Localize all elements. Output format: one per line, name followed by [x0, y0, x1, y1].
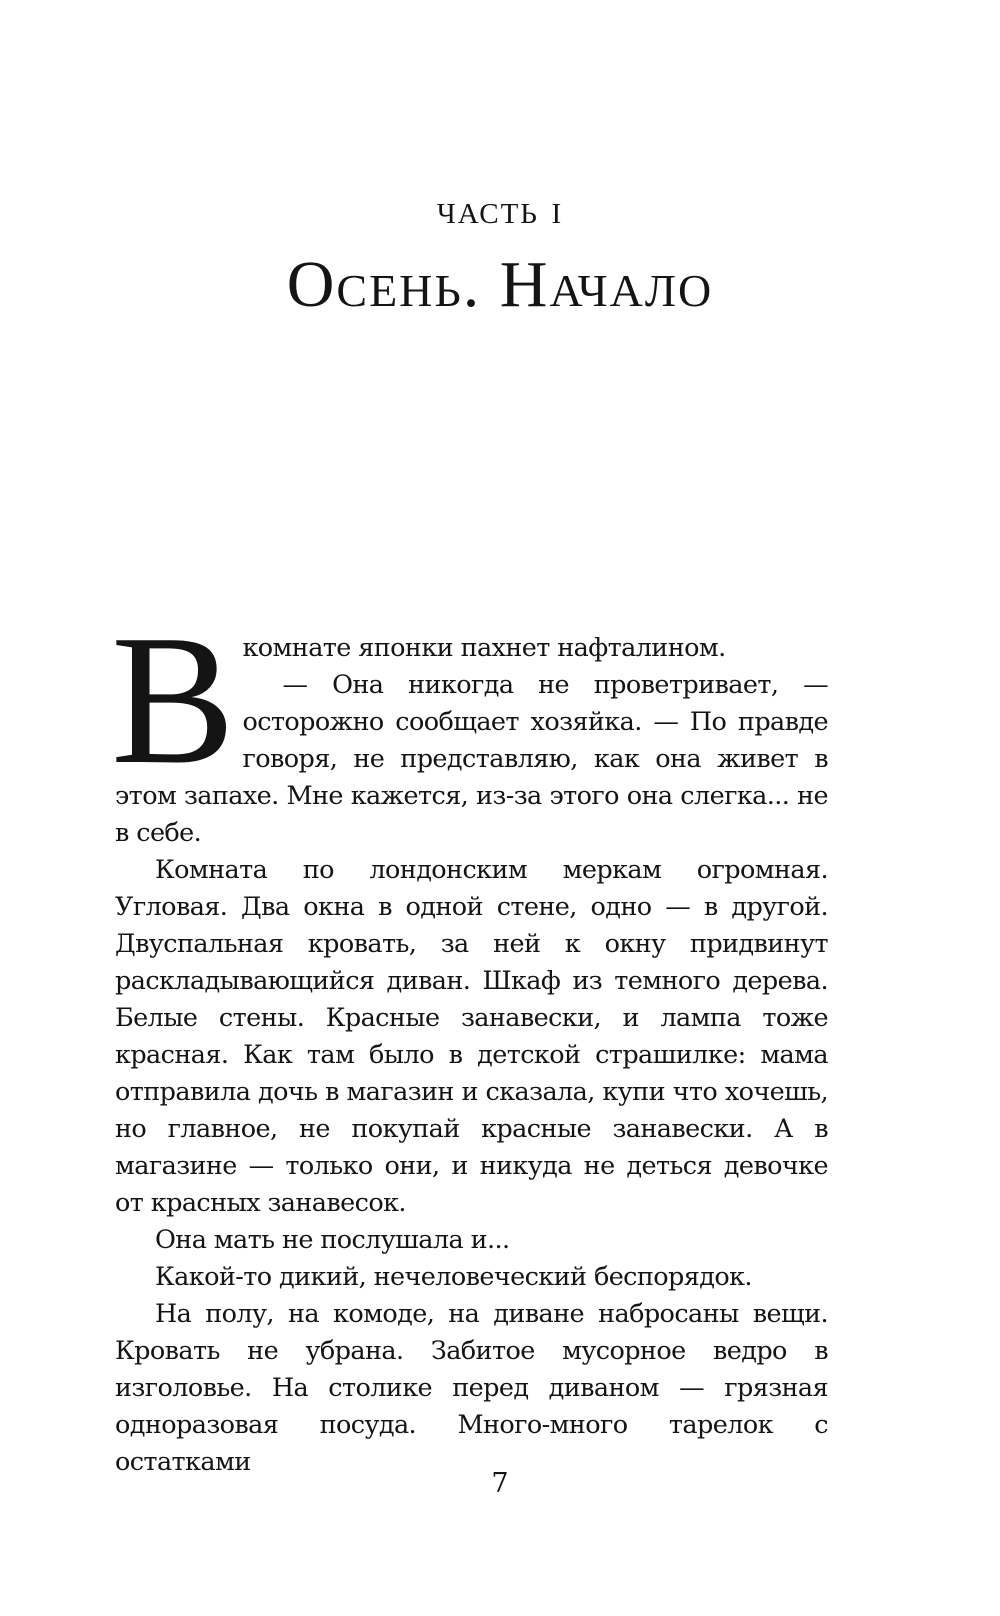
paragraph: Она мать не послушала и...: [155, 1225, 510, 1255]
part-label: часть i: [436, 187, 564, 233]
paragraph: Какой-то дикий, нечеловеческий беспорядок.: [155, 1262, 752, 1292]
paragraph: — Она никогда не проветривает, — осторожно сообщает хозяйка. — По правде говоря, не представляю, как она живет в этом запахе. Мне кажется, из-за этого она слегка... не в себе.: [115, 670, 828, 848]
drop-cap: В: [111, 597, 235, 803]
chapter-title: Осень. Начало: [286, 248, 714, 321]
paragraph-1-text: комнате японки пахнет нафталином.: [242, 633, 726, 663]
body-text: [111, 597, 828, 1481]
paragraph: Комната по лондонским меркам огромная. Угловая. Два окна в одной стене, одно — в другой. Двуспальная кровать, за ней к окну придвинут раскладывающийся диван. Шкаф из темного дерева. Белые стены. Красные занавески, и лампа тоже красная. Как там было в детской страшилке: мама отправила дочь в магазин и сказала, купи что хочешь, но главное, не покупай красные занавески. А в магазине — только они, и никуда не деться девочке от красных занавесок.: [115, 855, 828, 1218]
paragraph: На полу, на комоде, на диване набросаны вещи. Кровать не убрана. Забитое мусорное ведро в изголовье. На столике перед диваном — грязная одноразовая посуда. Много-много тарелок с остатками: [115, 1299, 828, 1477]
page-number: 7: [491, 1468, 509, 1499]
